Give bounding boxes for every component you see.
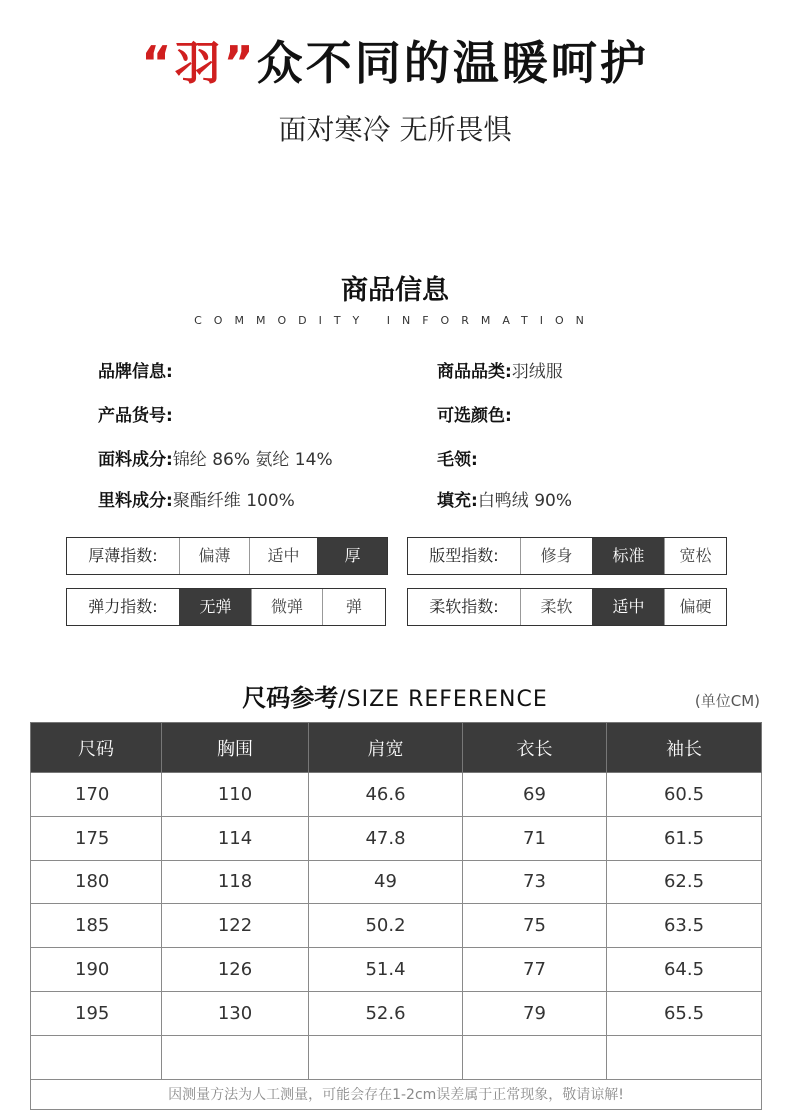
info-brand-key: 品牌信息:	[98, 362, 173, 382]
size-reference-title-cn: 尺码参考	[242, 684, 339, 712]
index-elasticity-label: 弹力指数:	[88, 597, 158, 616]
table-cell: 118	[162, 860, 309, 904]
table-cell: 77	[463, 948, 607, 992]
table-cell: 51.4	[309, 948, 463, 992]
info-colors-key: 可选颜色:	[437, 406, 512, 426]
commodity-title: 商品信息	[341, 275, 449, 306]
hero-title	[0, 32, 790, 94]
info-brand	[98, 360, 173, 384]
info-fabric	[98, 448, 333, 472]
table-cell: 185	[31, 904, 162, 948]
table-row	[31, 991, 762, 1035]
table-cell: 180	[31, 860, 162, 904]
index-softness-label: 柔软指数:	[429, 597, 499, 616]
info-category-value: 羽绒服	[511, 362, 563, 382]
table-cell: 114	[162, 816, 309, 860]
index-softness-option: 偏硬	[664, 589, 726, 625]
measurement-note: 因测量方法为人工测量，可能会存在1-2cm误差属于正常现象，敬请谅解!	[31, 1079, 762, 1109]
table-cell: 175	[31, 816, 162, 860]
info-product-code	[98, 404, 173, 428]
header-length: 衣长	[463, 723, 607, 773]
info-lining-key: 里料成分:	[98, 491, 173, 511]
table-cell: 126	[162, 948, 309, 992]
index-softness	[407, 588, 727, 626]
table-cell: 49	[309, 860, 463, 904]
info-product-code-key: 产品货号:	[98, 406, 173, 426]
table-row	[31, 773, 762, 817]
table-cell: 110	[162, 773, 309, 817]
table-cell	[607, 1035, 762, 1079]
table-cell: 61.5	[607, 816, 762, 860]
commodity-subtitle: COMMODITY INFORMATION	[194, 314, 596, 327]
table-cell: 47.8	[309, 816, 463, 860]
size-table	[30, 722, 762, 1110]
unit-label: (单位CM)	[694, 692, 760, 710]
table-cell	[162, 1035, 309, 1079]
index-fit-label: 版型指数:	[429, 546, 499, 565]
table-cell	[463, 1035, 607, 1079]
index-fit-option: 标准	[592, 538, 664, 574]
info-collar-key: 毛领:	[437, 450, 478, 470]
table-cell: 69	[463, 773, 607, 817]
table-cell: 73	[463, 860, 607, 904]
index-fit-option: 宽松	[664, 538, 726, 574]
index-thickness-label: 厚薄指数:	[88, 546, 158, 565]
info-collar	[437, 448, 478, 472]
header-chest: 胸围	[162, 723, 309, 773]
hero-subtitle: 面对寒冷 无所畏惧	[278, 113, 512, 146]
size-reference-title-en: /SIZE REFERENCE	[338, 687, 548, 712]
table-note-row	[31, 1079, 762, 1109]
table-cell: 52.6	[309, 991, 463, 1035]
hero-title-accent: “羽”	[141, 36, 257, 90]
table-cell: 50.2	[309, 904, 463, 948]
index-thickness-option: 偏薄	[179, 538, 249, 574]
table-cell	[31, 1035, 162, 1079]
index-softness-option: 适中	[592, 589, 664, 625]
size-reference-title	[0, 680, 790, 719]
table-cell: 75	[463, 904, 607, 948]
table-cell: 122	[162, 904, 309, 948]
info-filling-value: 白鸭绒 90%	[477, 491, 573, 511]
table-cell: 130	[162, 991, 309, 1035]
table-cell: 65.5	[607, 991, 762, 1035]
index-fit	[407, 537, 727, 575]
info-colors	[437, 404, 512, 428]
table-cell: 71	[463, 816, 607, 860]
table-cell: 46.6	[309, 773, 463, 817]
table-row	[31, 860, 762, 904]
table-cell: 190	[31, 948, 162, 992]
table-row	[31, 816, 762, 860]
table-row	[31, 948, 762, 992]
table-cell	[309, 1035, 463, 1079]
index-elasticity-option: 无弹	[179, 589, 251, 625]
info-filling	[437, 489, 572, 513]
table-cell: 60.5	[607, 773, 762, 817]
table-cell: 62.5	[607, 860, 762, 904]
info-filling-key: 填充:	[437, 491, 478, 511]
index-thickness-option: 厚	[317, 538, 387, 574]
table-cell: 195	[31, 991, 162, 1035]
index-elasticity-option: 微弹	[251, 589, 322, 625]
info-fabric-value: 锦纶 86% 氨纶 14%	[172, 450, 333, 470]
table-cell: 63.5	[607, 904, 762, 948]
info-category	[437, 360, 563, 384]
index-elasticity	[66, 588, 386, 626]
table-cell: 170	[31, 773, 162, 817]
index-thickness-option: 适中	[249, 538, 317, 574]
info-lining-value: 聚酯纤维 100%	[172, 491, 295, 511]
info-lining	[98, 489, 295, 513]
header-shoulder: 肩宽	[309, 723, 463, 773]
table-cell: 64.5	[607, 948, 762, 992]
table-cell: 79	[463, 991, 607, 1035]
index-elasticity-option: 弹	[322, 589, 385, 625]
index-fit-option: 修身	[520, 538, 592, 574]
index-thickness	[66, 537, 388, 575]
info-fabric-key: 面料成分:	[98, 450, 173, 470]
index-softness-option: 柔软	[520, 589, 592, 625]
header-sleeve: 袖长	[607, 723, 762, 773]
table-header-row	[31, 723, 762, 773]
header-size: 尺码	[31, 723, 162, 773]
info-category-key: 商品品类:	[437, 362, 512, 382]
hero-title-rest: 众不同的温暖呵护	[256, 36, 649, 90]
table-row	[31, 904, 762, 948]
table-row	[31, 1035, 762, 1079]
